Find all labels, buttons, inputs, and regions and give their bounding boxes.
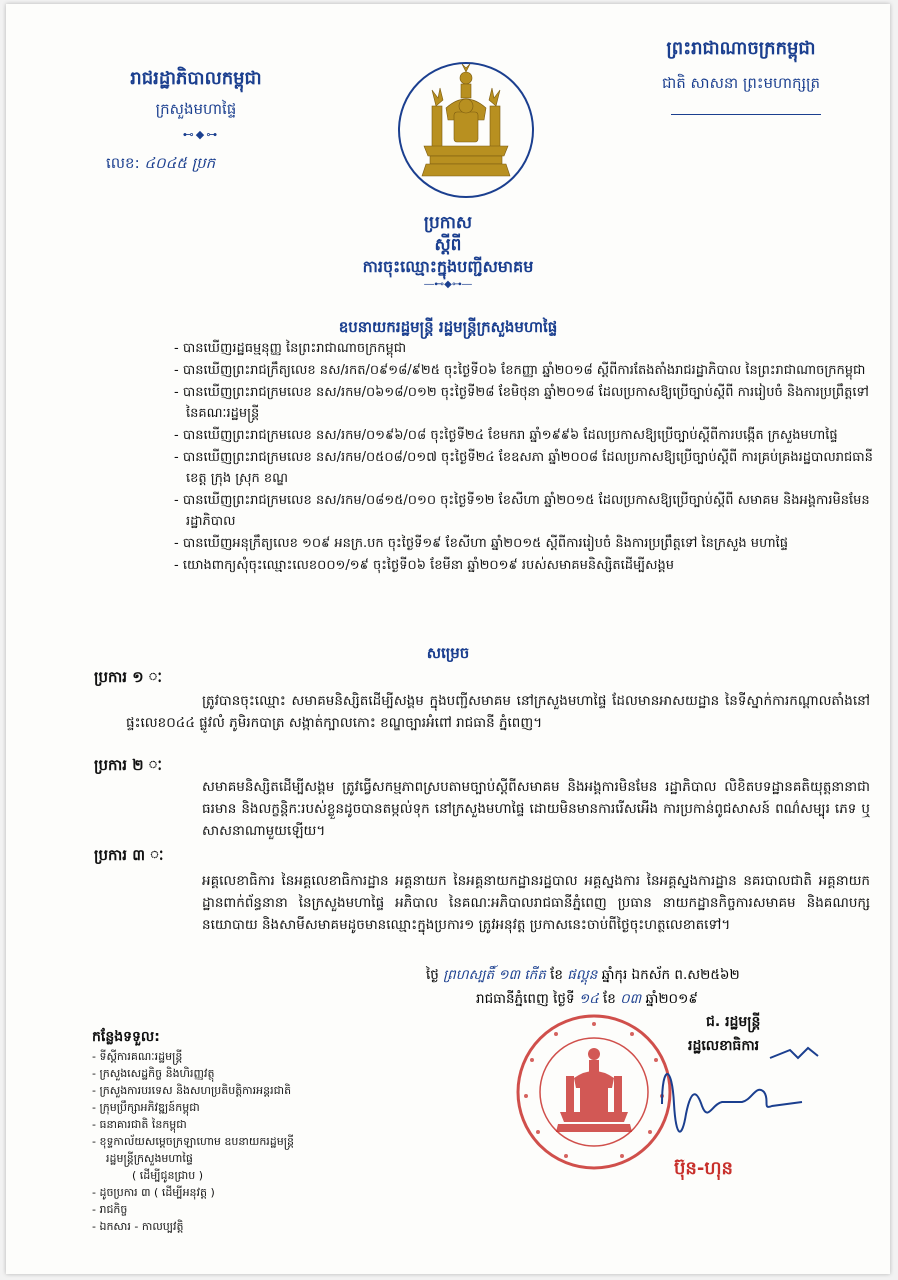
- article-2-label: ប្រការ ២ ៈ: [94, 756, 163, 774]
- preliminary-item: - បានឃើញព្រះរាជក្រមលេខ នស/រកម/០៨១៥/០១០ ចុះថ្ងៃទី១២ ខែសីហា ឆ្នាំ២០១៥ ដែលប្រកាសឱ្យប្រើច្បាប់ស្តីពី សមាគម និងអង្គការមិនមែនរដ្ឋាភិបាល: [174, 493, 870, 529]
- article-1-label: ប្រការ ១ ៈ: [94, 668, 163, 686]
- preliminary-item: - បានឃើញរដ្ឋធម្មនុញ្ញ នៃព្រះរាជាណាចក្រកម្ពុជា: [174, 341, 407, 356]
- preliminary-item: - បានឃើញព្រះរាជក្រមលេខ នស/រកម/០១៩៦/០៨ ចុះថ្ងៃទី២៤ ខែមករា ឆ្នាំ១៩៩៦ ដែលប្រកាសឱ្យប្រើច្បាប់ស្តីពីការបង្កើត ក្រសួងមហាផ្ទៃ: [174, 428, 838, 443]
- reference-value-handwritten: ៤០៤៥ ប្រក: [144, 154, 216, 172]
- recipient-item: - ក្រុមប្រឹក្សាអភិវឌ្ឍន៍កម្ពុជា: [92, 1101, 200, 1114]
- motto-underline: [671, 114, 821, 115]
- recipient-item: - ក្រសួងសេដ្ឋកិច្ច និងហិរញ្ញវត្ថុ: [92, 1067, 215, 1080]
- document-page: [6, 4, 890, 1274]
- lunar-month-label: ខែ: [550, 967, 563, 983]
- signature-subtitle: រដ្ឋលេខាធិការ: [688, 1038, 760, 1054]
- article-3-text: អគ្គលេខាធិការ នៃអគ្គលេខាធិការដ្ឋាន អគ្គនាយក នៃអគ្គនាយកដ្ឋានរដ្ឋបាល អគ្គស្នងការ នៃអគ្គស្នងការដ្ឋាន នគរបាលជាតិ អគ្គនាយកដ្ឋានពាក់ព័ន្ធនានា នៃក្រសួងមហាផ្ទៃ អភិបាល នៃគណៈអភិបាលរាជធានីភ្នំពេញ ប្រធាន នាយកដ្ឋានកិច្ចការសមាគម និងគណបក្សនយោបាយ និងសាមីសមាគមដូចមានឈ្មោះក្នុងប្រការ១ ត្រូវអនុវត្ត ប្រកាសនេះចាប់ពីថ្ងៃចុះហត្ថលេខាតទៅ។: [202, 873, 870, 933]
- left-ornament: ⊷◆⊶: [182, 128, 220, 141]
- signatory-name: ប៊ុន-ហុន: [674, 1158, 733, 1179]
- minister-heading: ឧបនាយករដ្ឋមន្ត្រី រដ្ឋមន្ត្រីក្រសួងមហាផ្ទៃ: [338, 318, 558, 336]
- preliminary-item: - បានឃើញព្រះរាជក្រឹត្យលេខ នស/រកត/០៩១៨/៩២៥ ចុះថ្ងៃទី០៦ ខែកញ្ញា ឆ្នាំ២០១៨ ស្តីពីការតែងតាំងរាជរដ្ឋាភិបាល នៃព្រះរាជាណាចក្រកម្ពុជា: [174, 363, 866, 378]
- handwritten-signature-icon: [652, 1044, 852, 1164]
- recipient-item: - ខុទ្ទកាល័យសម្តេចក្រឡាហោម ឧបនាយករដ្ឋមន្ត្រី: [92, 1135, 295, 1148]
- signature-title-prefix: ជ.: [706, 1014, 721, 1030]
- article-1-text: ត្រូវបានចុះឈ្មោះ សមាគមនិស្សិតដើម្បីសង្គម ក្នុងបញ្ជីសមាគម នៅក្រសួងមហាផ្ទៃ ដែលមានអាសយដ្ឋាន នៃទីស្នាក់ការកណ្តាលតាំងនៅផ្ទះលេខ០៤៤ ផ្លូវលំ ភូមិរកបាត្រ សង្កាត់ក្បាលកោះ ខណ្ឌច្បារអំពៅ រាជធានី ភ្នំពេញ។: [126, 693, 870, 731]
- lunar-date-prefix: ថ្ងៃ: [426, 967, 439, 983]
- article-3-label: ប្រការ ៣ ៈ: [94, 846, 164, 864]
- preliminary-item: - បានឃើញព្រះរាជក្រមលេខ នស/រកម/០៥០៨/០១៧ ចុះថ្ងៃទី២៤ ខែឧសភា ឆ្នាំ២០០៨ ដែលប្រកាសឱ្យប្រើច្បាប់ស្តីពី ការគ្រប់គ្រងរដ្ឋបាលរាជធានី ខេត្ត ក្រុង ស្រុក ខណ្ឌ: [174, 450, 873, 486]
- official-seal-icon: [514, 1012, 674, 1172]
- solar-month-handwritten: ០៣: [620, 991, 642, 1007]
- signature-title-text: រដ្ឋមន្ត្រី: [725, 1014, 761, 1030]
- reference-number: [106, 154, 215, 176]
- solar-date-prefix: រាជធានីភ្នំពេញ ថ្ងៃទី: [476, 991, 575, 1007]
- lunar-year: ឆ្នាំកុរ ឯកស័ក ព.ស២៥៦២: [601, 967, 740, 983]
- recipient-item: - ទីស្តីការគណៈរដ្ឋមន្ត្រី: [92, 1050, 183, 1063]
- lunar-month-handwritten: ផល្គុន: [567, 967, 598, 983]
- title-subject: ការចុះឈ្មោះក្នុងបញ្ជីសមាគម: [362, 257, 534, 276]
- recipients-heading: កន្លែងទទួល:: [92, 1029, 160, 1045]
- recipient-item: - ដូចប្រការ ៣ ( ដើម្បីអនុវត្ត ): [92, 1186, 215, 1199]
- recipient-item: - ឯកសារ - កាលប្បវត្តិ: [92, 1220, 184, 1233]
- recipient-item: - ធនាគារជាតិ នៃកម្ពុជា: [92, 1118, 187, 1131]
- recipient-item: - រាជកិច្ច: [92, 1203, 128, 1216]
- preliminaries-list: [174, 338, 880, 577]
- national-motto: ជាតិ សាសនា ព្រះមហាក្សត្រ: [661, 74, 821, 92]
- title-proclamation: ប្រកាស: [423, 213, 473, 233]
- ministry-name: ក្រសួងមហាផ្ទៃ: [155, 100, 237, 118]
- title-block: [6, 212, 890, 292]
- recipients-block: [92, 1026, 392, 1235]
- recipient-item: ( ដើម្បីជូនជ្រាប ): [132, 1169, 204, 1182]
- royal-emblem-icon: [396, 60, 536, 200]
- preliminary-item: - យោងពាក្យសុំចុះឈ្មោះលេខ០០១/១៩ ចុះថ្ងៃទី០៦ ខែមីនា ឆ្នាំ២០១៩ របស់សមាគមនិស្សិតដើម្បីសង្គម: [174, 558, 674, 573]
- reference-label: លេខ:: [106, 154, 140, 172]
- lunar-date-line: [426, 966, 740, 986]
- title-on: ស្តីពី: [434, 235, 462, 255]
- solar-year: ឆ្នាំ២០១៩: [645, 991, 698, 1007]
- preliminary-item: - បានឃើញព្រះរាជក្រមលេខ នស/រកម/០៦១៨/០១២ ចុះថ្ងៃទី២៨ ខែមិថុនា ឆ្នាំ២០១៨ ដែលប្រកាសឱ្យប្រើច្បាប់ស្តីពី ការរៀបចំ និងការប្រព្រឹត្តទៅ នៃគណៈរដ្ឋមន្ត្រី: [174, 385, 869, 421]
- solar-day-handwritten: ១៤: [578, 991, 599, 1007]
- preliminary-item: - បានឃើញអនុក្រឹត្យលេខ ១០៩ អនក្រ.បក ចុះថ្ងៃទី១៩ ខែសីហា ឆ្នាំ២០១៥ ស្តីពីការរៀបចំ និងការប្រព្រឹត្តទៅ នៃក្រសួង មហាផ្ទៃ: [174, 536, 788, 551]
- recipient-item: រដ្ឋមន្ត្រីក្រសួងមហាផ្ទៃ: [106, 1152, 193, 1165]
- decision-heading: សម្រេច: [426, 644, 470, 662]
- article-2-text: សមាគមនិស្សិតដើម្បីសង្គម ត្រូវធ្វើសកម្មភាពស្របតាមច្បាប់ស្តីពីសមាគម និងអង្គការមិនមែន រដ្ឋាភិបាល លិខិតបទដ្ឋានគតិយុត្តនានាជាធរមាន និងលក្ខន្តិកៈរបស់ខ្លួនដូចបានតម្កល់ទុក នៅក្រសួងមហាផ្ទៃ ដោយមិនមានការរើសអើង ការប្រកាន់ពូជសាសន៍ ពណ៌សម្បុរ ភេទ ឬសាសនាណាមួយឡើយ។: [202, 779, 870, 839]
- solar-date-line: [476, 990, 698, 1010]
- signature-title: [706, 1012, 760, 1033]
- solar-month-label: ខែ: [602, 991, 616, 1007]
- ministry-government-name: រាជរដ្ឋាភិបាលកម្ពុជា: [130, 68, 262, 89]
- kingdom-name: ព្រះរាជាណាចក្រកម្ពុជា: [666, 38, 816, 59]
- lunar-day-handwritten: ព្រហស្បតិ៍ ១៣ កើត: [443, 967, 546, 983]
- title-divider: ―⊷◆⊶―: [424, 279, 472, 290]
- recipient-item: - ក្រសួងការបរទេស និងសហប្រតិបត្តិការអន្តរជាតិ: [92, 1084, 292, 1097]
